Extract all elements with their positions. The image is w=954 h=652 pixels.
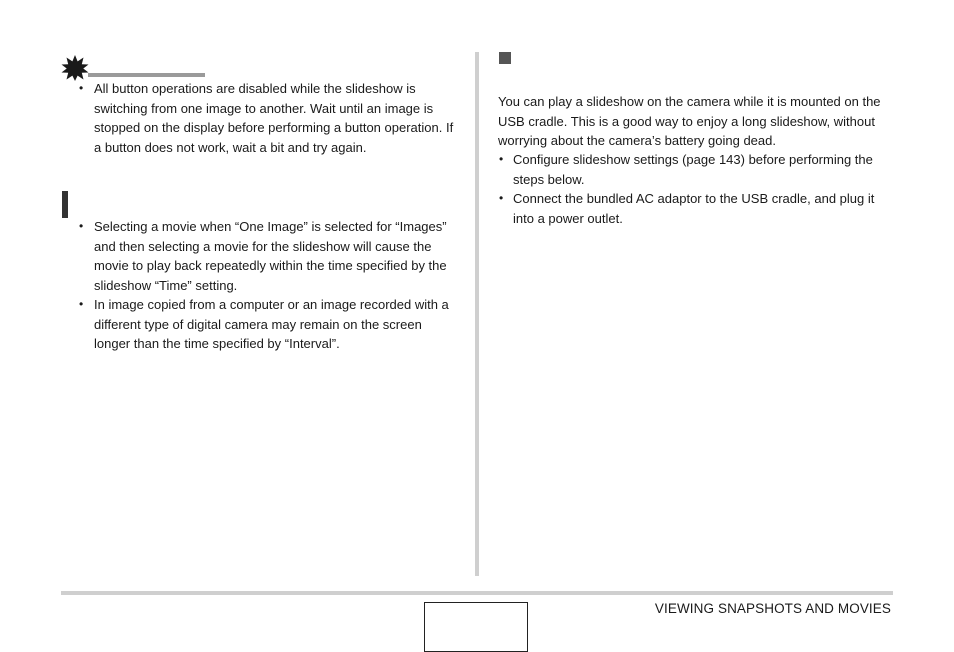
footer-rule [61, 591, 893, 595]
column-divider [475, 52, 479, 576]
important-underline [88, 73, 205, 77]
section-marker-bar [62, 191, 68, 218]
footer-section-title: VIEWING SNAPSHOTS AND MOVIES [654, 601, 891, 616]
list-item: • All button operations are disabled while the slideshow is switching from one image to another. Wait until an image is stopped on the display before performing a button operation. If a button does not work, wait a bit and try again. [61, 79, 461, 157]
list-item: • In image copied from a computer or an image recorded with a different type of digital camera may remain on the screen longer than the time specified by “Interval”. [61, 295, 461, 354]
heading-square-icon [499, 52, 511, 64]
page-number-box [424, 602, 528, 652]
intro-paragraph: You can play a slideshow on the camera while it is mounted on the USB cradle. This is a good way to enjoy a long slideshow, without worrying about the camera’s battery going dead. [498, 94, 881, 148]
prep-steps-list [498, 150, 894, 228]
important-notes-list [61, 79, 461, 157]
list-item: • Connect the bundled AC adaptor to the USB cradle, and plug it into a power outlet. [498, 189, 894, 228]
important-burst-icon [60, 54, 90, 82]
list-item: • Configure slideshow settings (page 143) before performing the steps below. [498, 150, 894, 189]
list-item: • Selecting a movie when “One Image” is selected for “Images” and then selecting a movie for the slideshow will cause the movie to play back repeatedly within the time specified by the slideshow “Time” setting. [61, 217, 461, 295]
section-notes-list [61, 217, 461, 354]
